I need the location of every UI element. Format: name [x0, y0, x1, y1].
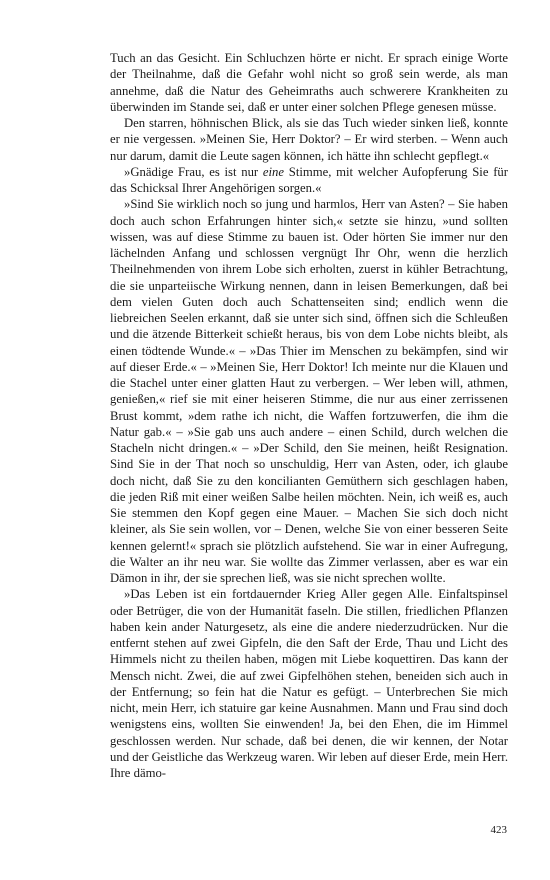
- page-number: 423: [490, 824, 507, 836]
- emphasized-word: eine: [262, 164, 285, 179]
- paragraph: Den starren, höhnischen Blick, als sie das Tuch wieder sinken ließ, konnte er nie vergessen. »Meinen Sie, Herr Doktor? – Er wird sterben. – Wenn auch nur darum, damit die Leute sagen können, ich hätte ihn schlecht gepflegt.«: [110, 116, 508, 163]
- paragraph: Tuch an das Gesicht. Ein Schluchzen hörte er nicht. Er sprach einige Worte der Theilnahme, daß die Gefahr wohl nicht so groß sein werde, als man annehme, daß die Natur des Geheimraths auch schwerere Krankheiten zu überwinden im Stande sei, daß er unter einer solchen Pflege genesen müsse.: [110, 51, 508, 114]
- paragraph: »Das Leben ist ein fortdauernder Krieg Aller gegen Alle. Einfaltspinsel oder Betrüger, die von der Humanität faseln. Die stillen, friedlichen Pflanzen haben kein ander Naturgesetz, als eine die andere niederzudrücken. Nur die entfernt stehen auf zwei Gipfeln, die den Saft der Erde, Thau und Licht des Himmels nicht zu theilen haben, mögen mit Liebe koquettiren. Das kann der Mensch nicht. Zwei, die auf zwei Gipfelhöhen stehen, beneiden sich auch in der Entfernung; so fein hat die Natur es gefügt. – Unterbrechen Sie mich nicht, mein Herr, ich statuire gar keine Ausnahmen. Mann und Frau sind doch wenigstens eins, wollten Sie einwenden! Ja, bei den Ehen, die im Himmel geschlossen werden. Nur schade, daß bei denen, die wir kennen, der Notar und der Geistliche das Werkzeug waren. Wir leben auf dieser Erde, mein Herr. Ihre dämo-: [110, 587, 508, 780]
- paragraph: »Sind Sie wirklich noch so jung und harmlos, Herr van Asten? – Sie haben doch auch schon Erfahrungen hinter sich,« setzte sie hinzu, »und sollten wissen, was auf diese Stimme zu bauen ist. Oder hörten Sie immer nur den lächelnden Anfang und schlossen vergnügt Ihr Ohr, wenn die herzlich Theilnehmenden von ihrem Lobe sich erholten, zuerst in kühler Betrachtung, die sie unparteiische Wirkung nennen, dann in leisen Bemerkungen, daß bei dem vielen Guten doch auch Schattenseiten sind; endlich wenn die liebreichen Seelen erkannt, daß sie unter sich sind, öffnen sich die Schleußen und die ätzende Bitterkeit schießt heraus, bis von dem Lobe nichts bleibt, als einen tödtende Wunde.« – »Das Thier im Menschen zu bekämpfen, sind wir auf dieser Erde.« – »Meinen Sie, Herr Doktor! Ich meinte nur die Klauen und die Stachel unter einer glatten Haut zu verbergen. – Wer leben will, athmen, genießen,« rief sie mit einer heiseren Stimme, die nur aus einer zerrissenen Brust kommt, »dem rathe ich nicht, die Waffen fortzuwerfen, die ihm die Natur gab.« – »Sie gab uns auch andere – einen Schild, durch welchen die Stacheln nicht dringen.« – »Der Schild, den Sie meinen, heißt Resignation. Sind Sie in der That noch so unschuldig, Herr van Asten, oder, ich glaube doch nicht, daß Sie zu den koncilianten Gemüthern sich geschlagen haben, die jeden Riß mit einer weißen Salbe heilen möchten. Nein, ich weiß es, auch Sie stemmen den Kopf gegen eine Mauer. – Machen Sie sich doch nicht kleiner, als Sie sein wollen, vor – Denen, welche Sie von einer besseren Seite kennen gelernt!« sprach sie plötzlich aufstehend. Sie war in einer Aufregung, die Walter an ihr neu war. Sie wollte das Zimmer verlassen, aber es war ein Dämon in ihr, der sie sprechen ließ, was sie nicht sprechen wollte.: [110, 197, 508, 585]
- paragraph: »Gnädige Frau, es ist nur eine Stimme, mit welcher Aufopferung Sie für das Schicksal Ihrer Angehörigen sorgen.«: [110, 164, 508, 195]
- body-text: [110, 50, 508, 781]
